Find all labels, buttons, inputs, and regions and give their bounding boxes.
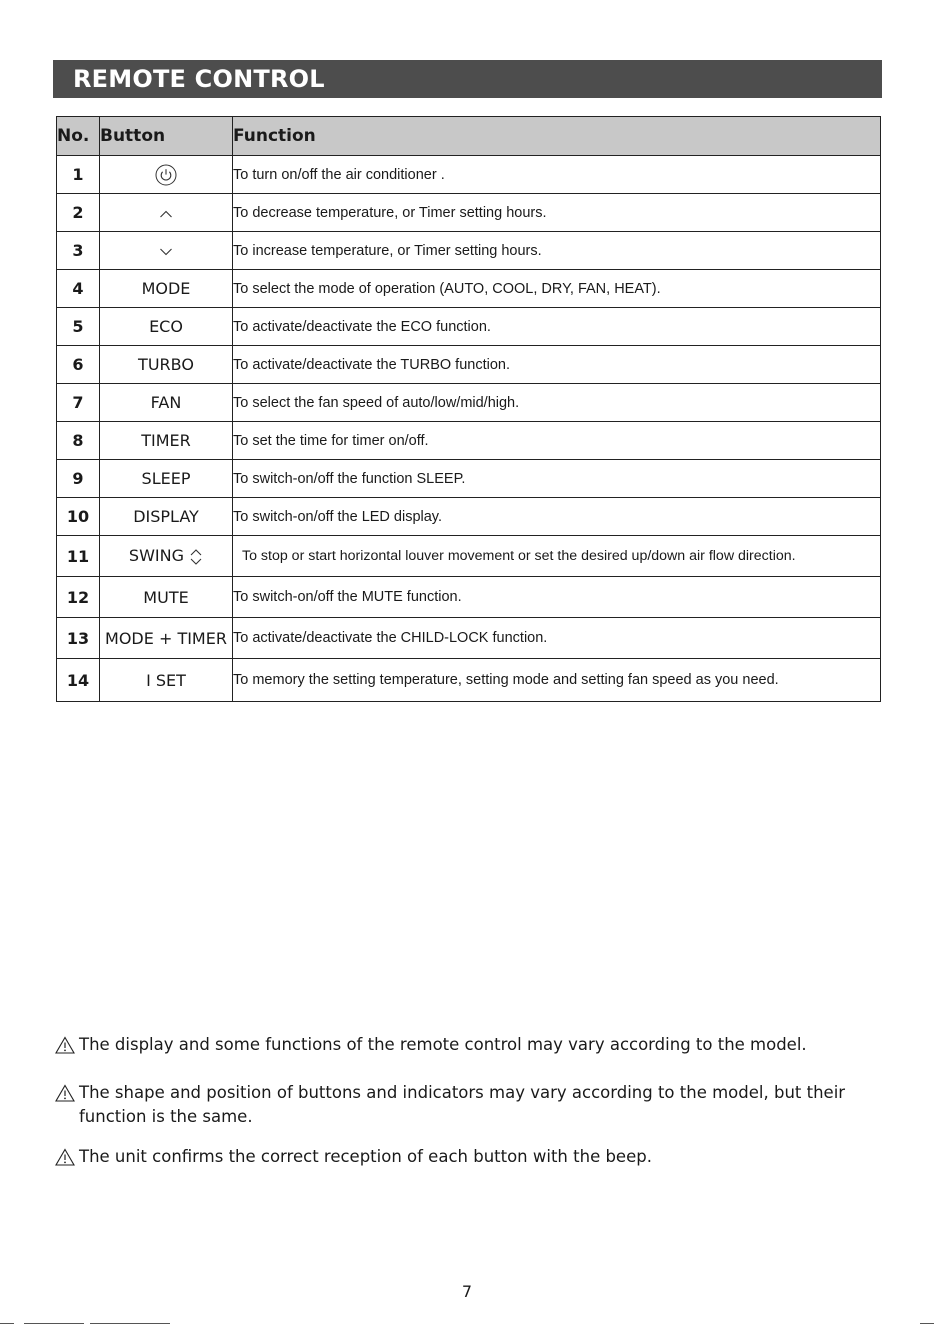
note-item (55, 1145, 875, 1169)
table-header-row (57, 117, 881, 156)
table-row (57, 577, 881, 618)
row-function: To switch-on/off the MUTE function. (233, 577, 881, 618)
table-row (57, 194, 881, 232)
row-no: 2 (57, 194, 100, 232)
table-row (57, 659, 881, 702)
table-row (57, 270, 881, 308)
row-button: ECO (100, 308, 233, 346)
row-function: To set the time for timer on/off. (233, 422, 881, 460)
row-button: MODE + TIMER (100, 618, 233, 659)
row-no: 4 (57, 270, 100, 308)
row-no: 8 (57, 422, 100, 460)
row-function: To decrease temperature, or Timer setting hours. (233, 194, 881, 232)
row-button (100, 232, 233, 270)
chevron-up-icon (159, 209, 173, 219)
row-function: To switch-on/off the LED display. (233, 498, 881, 536)
row-button: TURBO (100, 346, 233, 384)
section-title: REMOTE CONTROL (53, 60, 882, 98)
table-row (57, 384, 881, 422)
row-button: TIMER (100, 422, 233, 460)
row-button: MODE (100, 270, 233, 308)
page-number: 7 (461, 1282, 473, 1301)
table-row (57, 460, 881, 498)
row-no: 14 (57, 659, 100, 702)
header-function: Function (233, 117, 881, 156)
table-row (57, 346, 881, 384)
power-icon (155, 164, 177, 186)
row-no: 12 (57, 577, 100, 618)
warning-icon (55, 1084, 75, 1102)
table-row (57, 618, 881, 659)
note-text: The shape and position of buttons and indicators may vary according to the model, but their function is the same. (79, 1083, 846, 1126)
row-button: I SET (100, 659, 233, 702)
row-function: To turn on/off the air conditioner . (233, 156, 881, 194)
row-button (100, 536, 233, 577)
row-function: To select the fan speed of auto/low/mid/high. (233, 384, 881, 422)
bottom-rule (24, 1323, 84, 1324)
row-button-label: SWING (128, 546, 184, 566)
row-function: To memory the setting temperature, setting mode and setting fan speed as you need. (233, 659, 881, 702)
row-no: 3 (57, 232, 100, 270)
row-no: 11 (57, 536, 100, 577)
row-button: SLEEP (100, 460, 233, 498)
warning-icon (55, 1036, 75, 1054)
row-function: To switch-on/off the function SLEEP. (233, 460, 881, 498)
remote-function-table (56, 116, 881, 702)
row-no: 6 (57, 346, 100, 384)
chevron-down-icon (159, 247, 173, 257)
table-row (57, 536, 881, 577)
table-row (57, 422, 881, 460)
bottom-rule (0, 1323, 14, 1324)
row-button: MUTE (100, 577, 233, 618)
row-function: To activate/deactivate the CHILD-LOCK function. (233, 618, 881, 659)
row-function: To activate/deactivate the ECO function. (233, 308, 881, 346)
header-no: No. (57, 117, 100, 156)
bottom-rule (90, 1323, 170, 1324)
note-text: The display and some functions of the remote control may vary according to the model. (79, 1035, 807, 1054)
row-no: 5 (57, 308, 100, 346)
note-item (55, 1033, 875, 1057)
row-function: To select the mode of operation (AUTO, COOL, DRY, FAN, HEAT). (233, 270, 881, 308)
row-no: 10 (57, 498, 100, 536)
warning-icon (55, 1148, 75, 1166)
row-button: DISPLAY (100, 498, 233, 536)
table-row (57, 308, 881, 346)
row-no: 1 (57, 156, 100, 194)
row-no: 7 (57, 384, 100, 422)
table-row (57, 156, 881, 194)
swing-updown-icon (189, 548, 203, 566)
header-button: Button (100, 117, 233, 156)
row-no: 9 (57, 460, 100, 498)
table-row (57, 498, 881, 536)
note-item (55, 1081, 875, 1129)
bottom-rule (920, 1323, 934, 1324)
row-function: To increase temperature, or Timer setting hours. (233, 232, 881, 270)
row-button (100, 194, 233, 232)
row-function: To stop or start horizontal louver movement or set the desired up/down air flow direction. (233, 536, 881, 577)
table-row (57, 232, 881, 270)
row-button: FAN (100, 384, 233, 422)
row-no: 13 (57, 618, 100, 659)
note-text: The unit confirms the correct reception of each button with the beep. (79, 1147, 652, 1166)
row-button (100, 156, 233, 194)
notes (55, 1033, 875, 1169)
row-function: To activate/deactivate the TURBO function. (233, 346, 881, 384)
